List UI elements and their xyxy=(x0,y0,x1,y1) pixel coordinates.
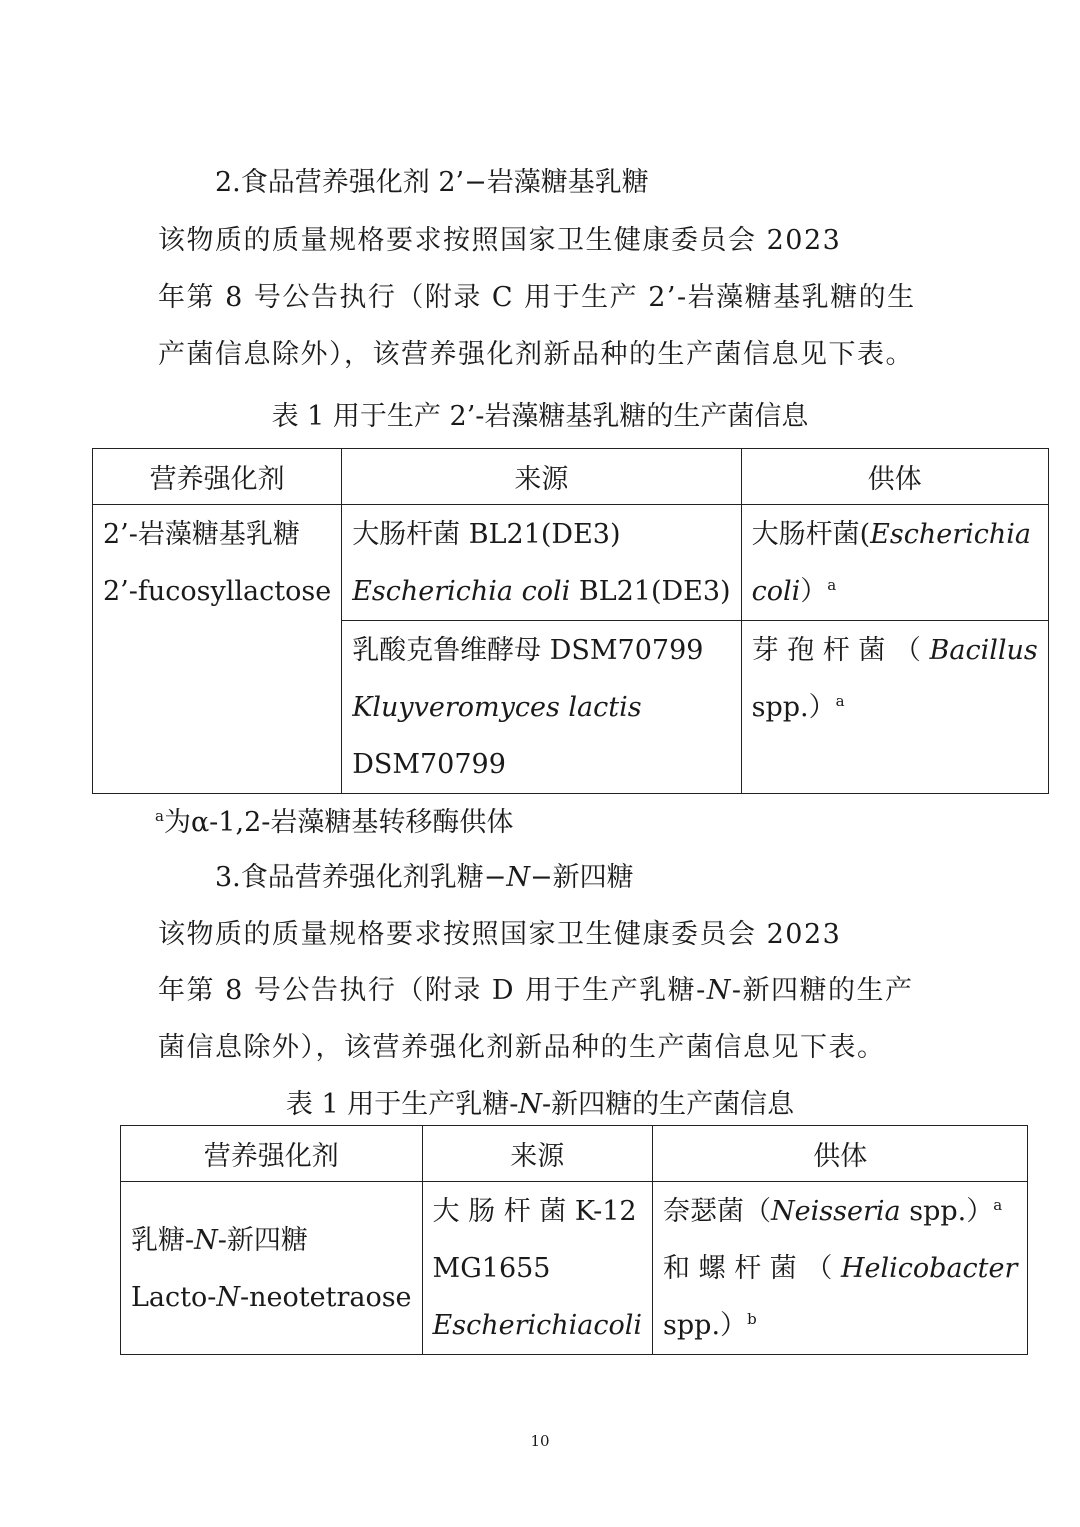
table-2-header-agent: 营养强化剂 xyxy=(121,1126,423,1182)
section-3-paragraph-line-2: 年第 8 号公告执行（附录 D 用于生产乳糖-N-新四糖的生产 xyxy=(158,975,914,1006)
footnote-marker: a xyxy=(827,576,837,594)
donor-latin: coli xyxy=(751,576,801,607)
table-1-footnote xyxy=(155,800,513,839)
agent-name-cn: 乳糖-N-新四糖 xyxy=(131,1224,308,1256)
table-2-agent-cell xyxy=(121,1182,423,1355)
donor-line-1 xyxy=(752,622,1038,679)
table-1-donor-cell-2 xyxy=(741,621,1048,794)
section-2-paragraph-line-2: 年第 8 号公告执行（附录 C 用于生产 2’-岩藻糖基乳糖的生 xyxy=(158,282,916,313)
table-1-source-cell-1 xyxy=(342,505,741,621)
table-1-caption: 表 1 用于生产 2’-岩藻糖基乳糖的生产菌信息 xyxy=(271,401,809,432)
source-latin xyxy=(352,563,730,620)
strain: BL21(DE3) xyxy=(578,576,731,607)
footnote-marker: a xyxy=(835,692,845,710)
source-cn: 大 肠 杆 菌 K-12 xyxy=(432,1196,637,1227)
agent-name-en: Lacto-N-neotetraose xyxy=(131,1281,412,1313)
section-2-paragraph-line-1: 该物质的质量规格要求按照国家卫生健康委员会 2023 xyxy=(158,225,842,256)
table-2-header-source: 来源 xyxy=(422,1126,653,1182)
donor-close: ） xyxy=(800,576,828,607)
section-2-paragraph-line-3: 产菌信息除外），该营养强化剂新品种的生产菌信息见下表。 xyxy=(158,339,914,370)
page-number: 10 xyxy=(530,1432,550,1450)
table-1-header-source: 来源 xyxy=(342,449,741,505)
source-latin xyxy=(352,679,730,736)
section-3-paragraph-line-3: 菌信息除外），该营养强化剂新品种的生产菌信息见下表。 xyxy=(158,1032,886,1063)
table-1-agent-cell xyxy=(93,505,342,794)
donor-latin: Escherichia xyxy=(870,519,1031,550)
section-3-heading: 3.食品营养强化剂乳糖−N−新四糖 xyxy=(215,862,634,893)
section-3-paragraph-line-1: 该物质的质量规格要求按照国家卫生健康委员会 2023 xyxy=(158,919,842,950)
donor-line-1 xyxy=(752,506,1038,563)
section-2-heading: 2.食品营养强化剂 2’−岩藻糖基乳糖 xyxy=(215,167,649,198)
footnote-marker: a xyxy=(993,1196,1003,1214)
table-2-caption: 表 1 用于生产乳糖-N-新四糖的生产菌信息 xyxy=(285,1089,795,1120)
donor-line-2 xyxy=(752,563,1038,620)
donor-line-2: 和 螺 杆 菌 （ Helicobacter xyxy=(663,1253,1018,1284)
footnote-marker: a xyxy=(155,807,164,825)
latin-name: Escherichia coli xyxy=(352,576,571,607)
donor-line-1: 奈瑟菌（Neisseria spp.）$^a$ xyxy=(663,1196,1003,1227)
donor-latin: Bacillus xyxy=(929,635,1038,666)
table-1-source-cell-2 xyxy=(342,621,741,794)
donor-line-2 xyxy=(752,679,1038,736)
footnote-marker: b xyxy=(747,1310,757,1328)
strain: DSM70799 xyxy=(352,749,506,780)
latin-name: Kluyveromyces lactis xyxy=(352,692,642,723)
donor-cn: 芽 孢 杆 菌 （ xyxy=(751,635,921,666)
agent-name-en: 2’-fucosyllactose xyxy=(103,576,332,607)
strain: MG1655 xyxy=(432,1253,551,1284)
donor-line-3: spp.）$^b$ xyxy=(663,1310,757,1341)
footnote-text: 为α-1,2-岩藻糖基转移酶供体 xyxy=(163,807,514,838)
donor-spp: spp.） xyxy=(751,692,836,723)
source-cn: 乳酸克鲁维酵母 DSM70799 xyxy=(352,635,704,666)
table-1 xyxy=(92,448,1049,794)
table-2 xyxy=(120,1125,1028,1355)
source-latin: Escherichia coli xyxy=(432,1310,643,1341)
table-2-header-donor: 供体 xyxy=(653,1126,1028,1182)
table-2-source-cell xyxy=(422,1182,653,1355)
table-1-donor-cell-1 xyxy=(741,505,1048,621)
table-1-header-donor: 供体 xyxy=(741,449,1048,505)
table-2-donor-cell xyxy=(653,1182,1028,1355)
table-1-header-agent: 营养强化剂 xyxy=(93,449,342,505)
source-cn: 大肠杆菌 BL21(DE3) xyxy=(352,519,621,550)
donor-cn: 大肠杆菌( xyxy=(751,519,871,550)
agent-name-cn: 2’-岩藻糖基乳糖 xyxy=(103,519,300,550)
